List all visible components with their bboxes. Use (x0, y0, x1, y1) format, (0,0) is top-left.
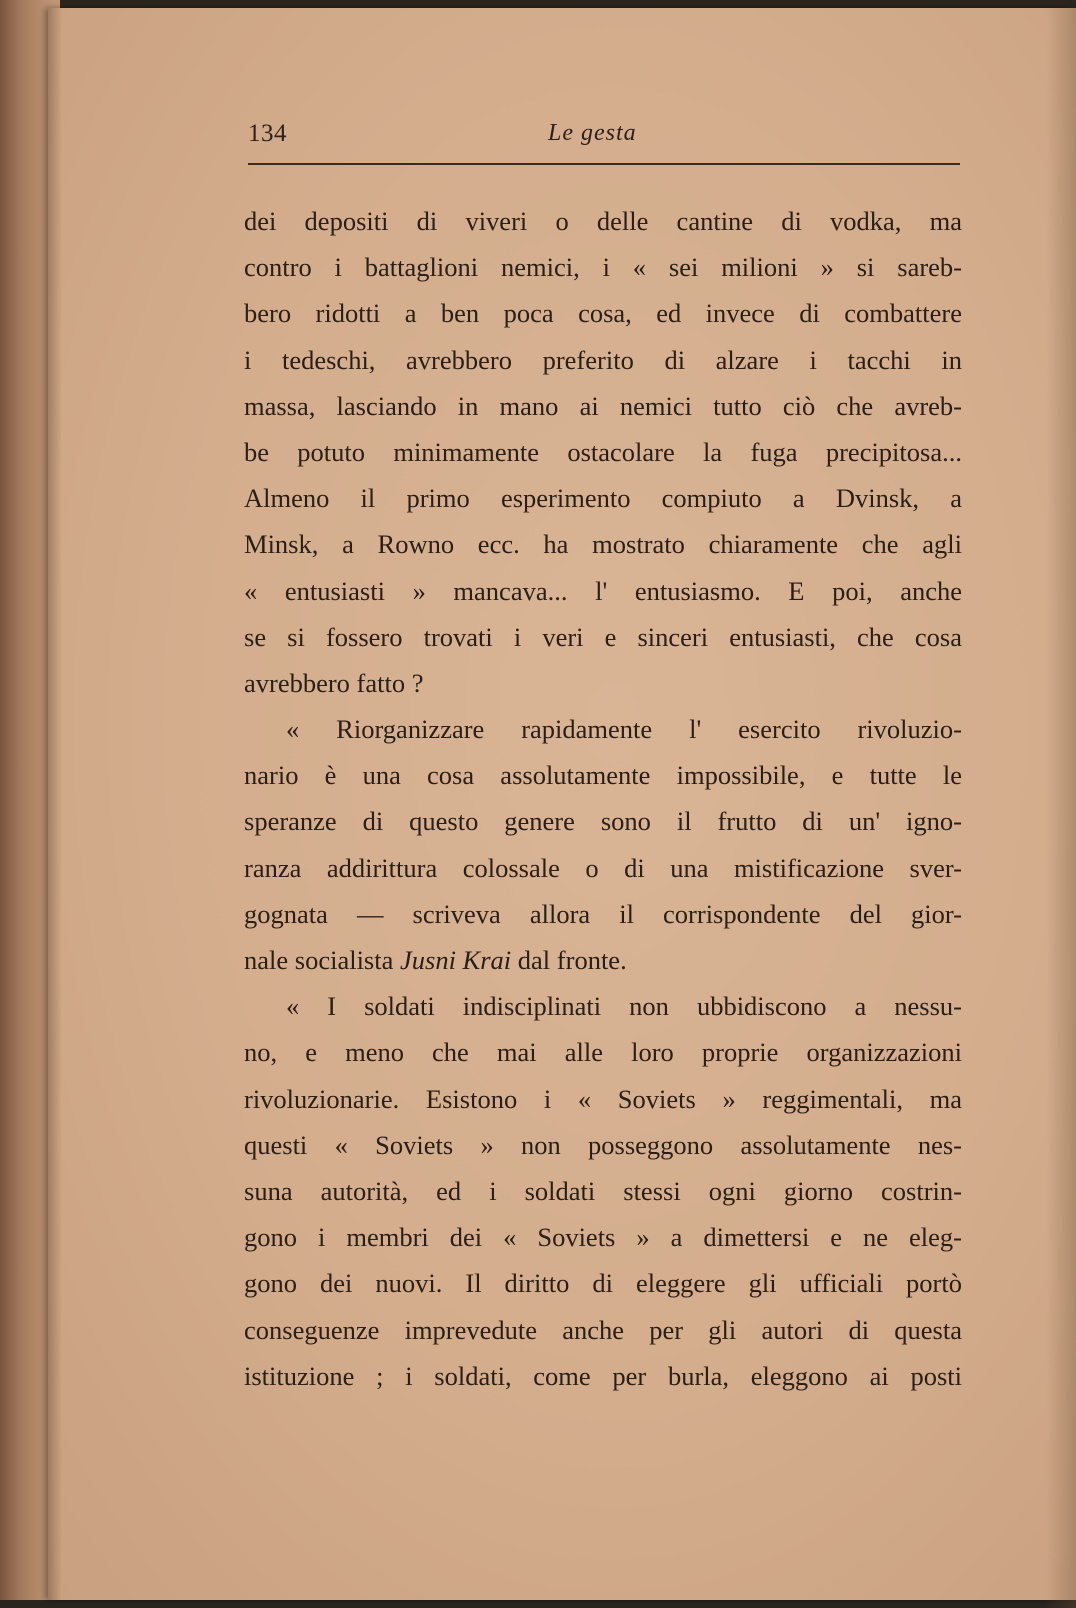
text-line (244, 937, 962, 983)
text-line: gono i membri dei « Soviets » a dimettersi e ne eleg- (244, 1222, 962, 1253)
paragraph (244, 706, 962, 983)
body-text (244, 198, 962, 1399)
text-line: speranze di questo genere sono il frutto di un' igno- (244, 806, 962, 837)
page-gutter-shadow (48, 8, 62, 1600)
text-line: « I soldati indisciplinati non ubbidiscono a nessu- (286, 991, 962, 1022)
book-page (48, 8, 1076, 1600)
header-rule (248, 163, 960, 165)
text-line: avrebbero fatto ? (244, 667, 424, 698)
text-line: massa, lasciando in mano ai nemici tutto ciò che avreb- (244, 390, 962, 421)
page-header (248, 112, 960, 158)
text-line: nario è una cosa assolutamente impossibile, e tutte le (244, 760, 962, 791)
text-line: dei depositi di viveri o delle cantine di vodka, ma (244, 206, 962, 236)
paragraph (244, 198, 962, 706)
text-line: i tedeschi, avrebbero preferito di alzare i tacchi in (244, 344, 962, 375)
text-line: no, e meno che mai alle loro proprie organizzazioni (244, 1037, 962, 1068)
page-right-edge (1046, 8, 1076, 1608)
text-fragment: dal fronte. (511, 945, 627, 975)
text-line: gono dei nuovi. Il diritto di eleggere gli ufficiali portò (244, 1268, 962, 1299)
text-line: gognata — scriveva allora il corrispondente del gior- (244, 898, 962, 929)
text-line: contro i battaglioni nemici, i « sei milioni » si sareb- (244, 252, 962, 283)
text-line: se si fossero trovati i veri e sinceri entusiasti, che cosa (244, 621, 962, 652)
text-line: « Riorganizzare rapidamente l' esercito rivoluzio- (286, 714, 962, 745)
text-line: bero ridotti a ben poca cosa, ed invece di combattere (244, 298, 962, 329)
text-line: Almeno il primo esperimento compiuto a Dvinsk, a (244, 483, 962, 514)
text-line: be potuto minimamente ostacolare la fuga precipitosa... (244, 436, 962, 467)
text-line: Minsk, a Rowno ecc. ha mostrato chiaramente che agli (244, 529, 962, 560)
running-title: Le gesta (548, 120, 637, 146)
text-line: questi « Soviets » non posseggono assolutamente nes- (244, 1129, 962, 1160)
text-line: istituzione ; i soldati, come per burla, eleggono ai posti (244, 1360, 962, 1391)
text-line: conseguenze imprevedute anche per gli autori di questa (244, 1314, 962, 1345)
paragraph (244, 983, 962, 1399)
text-line: rivoluzionarie. Esistono i « Soviets » reggimentali, ma (244, 1083, 962, 1114)
text-line: ranza addirittura colossale o di una mistificazione sver- (244, 852, 962, 883)
newspaper-title: Jusni Krai (400, 945, 512, 975)
text-line: « entusiasti » mancava... l' entusiasmo. E poi, anche (244, 575, 962, 606)
page-number: 134 (248, 120, 287, 147)
text-fragment: nale socialista (244, 945, 400, 975)
text-line: suna autorità, ed i soldati stessi ogni giorno costrin- (244, 1175, 962, 1206)
